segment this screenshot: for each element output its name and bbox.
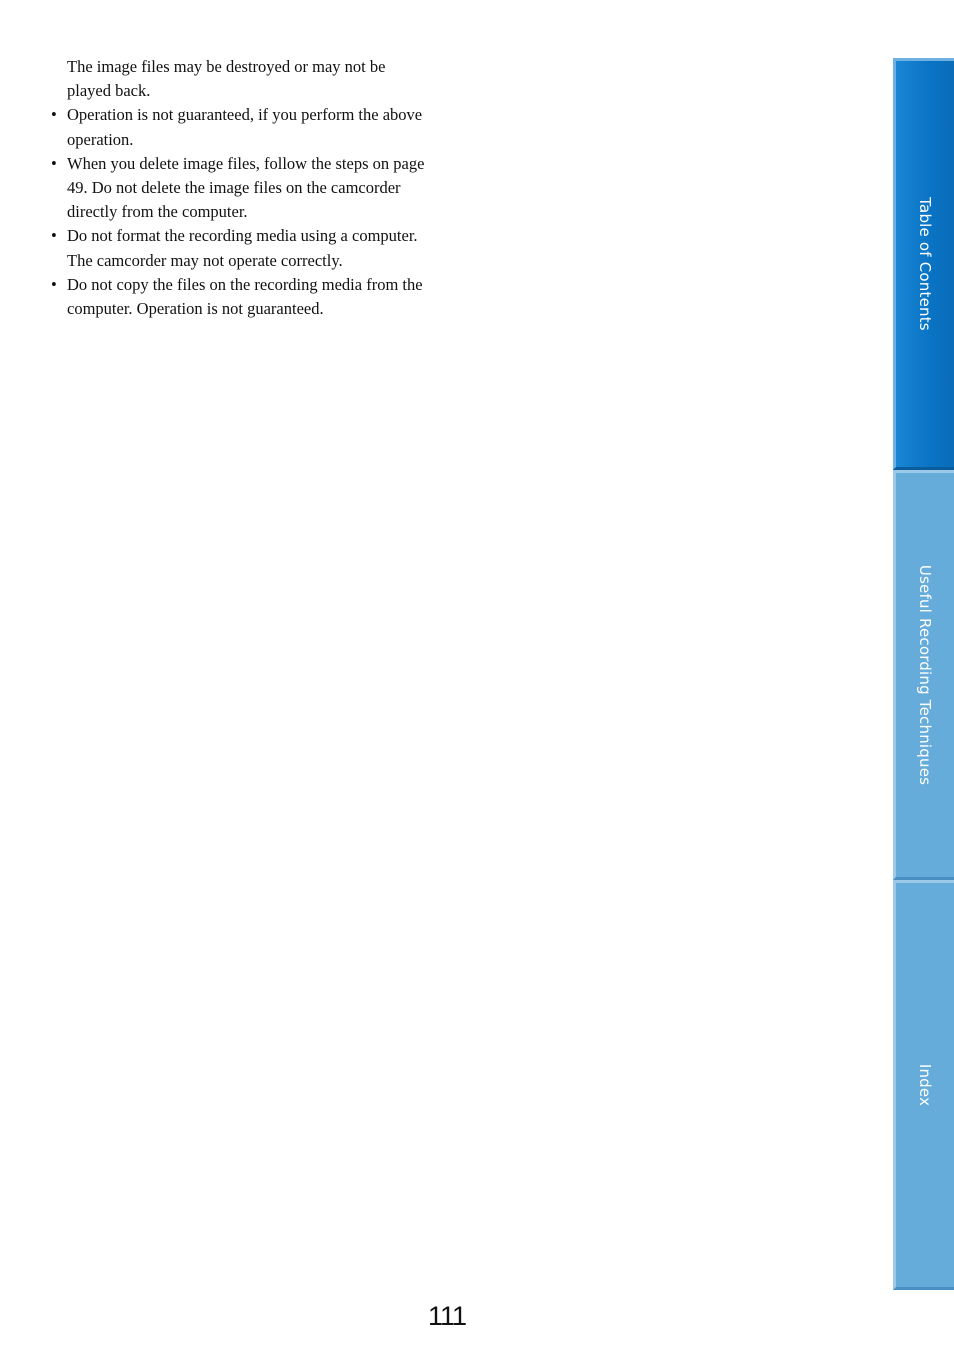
- list-item: [47, 152, 427, 225]
- bullet-icon: •: [51, 226, 57, 246]
- tab-useful-recording-techniques[interactable]: [893, 470, 954, 880]
- tab-label: Useful Recording Techniques: [916, 564, 934, 786]
- list-item: [47, 273, 427, 321]
- list-item: [47, 103, 427, 151]
- tab-table-of-contents[interactable]: [893, 58, 954, 470]
- list-item-text: Do not copy the files on the recording media from the computer. Operation is not guaranteed.: [67, 274, 423, 319]
- bullet-icon: •: [51, 153, 57, 173]
- bullet-icon: •: [51, 274, 57, 294]
- tab-label: Table of Contents: [916, 197, 934, 331]
- list-item: [47, 224, 427, 272]
- tab-index[interactable]: [893, 880, 954, 1290]
- tab-label: Index: [916, 1063, 934, 1107]
- list-item-text: Operation is not guaranteed, if you perform the above operation.: [67, 105, 423, 149]
- list-item-text: Do not format the recording media using a computer. The camcorder may not operate correctly.: [67, 226, 418, 270]
- body-text: [47, 55, 427, 321]
- sidebar-nav: [893, 58, 954, 1290]
- continuation-paragraph: The image files may be destroyed or may not be played back.: [67, 57, 386, 101]
- bullet-icon: •: [51, 105, 57, 125]
- list-item-text: When you delete image files, follow the steps on page 49. Do not delete the image files on the camcorder directly from the computer.: [67, 153, 425, 222]
- page-number: 111: [427, 1301, 467, 1331]
- bullet-list: [47, 103, 427, 321]
